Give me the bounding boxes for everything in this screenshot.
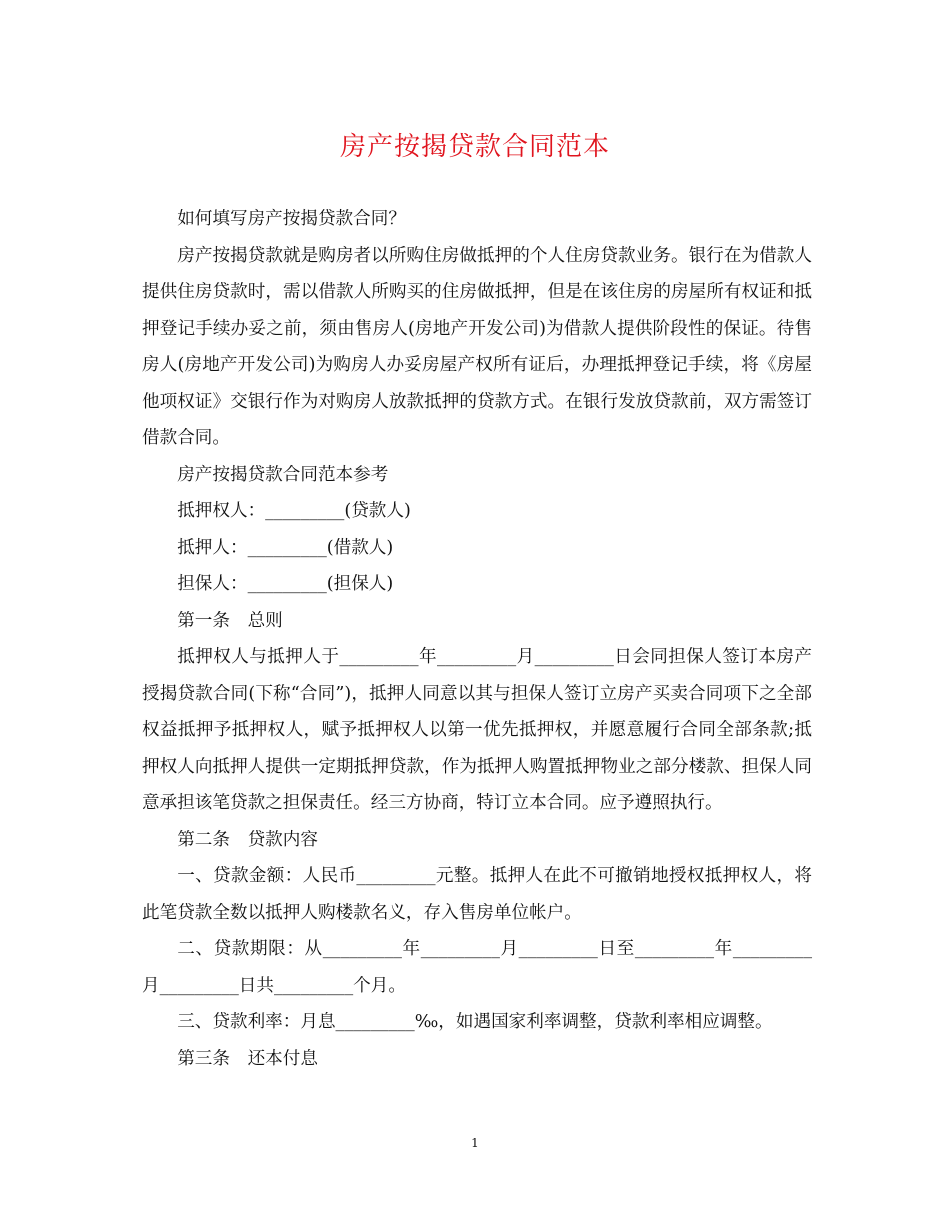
article-2-heading: 第二条 贷款内容 — [177, 829, 318, 850]
guarantor-line: 担保人：_________(担保人) — [177, 574, 394, 594]
document-body — [142, 201, 812, 1077]
loan-term-clause: 二、贷款期限：从_________年_________月_________日至_________年_________月_________日共_________个月。 — [142, 939, 812, 996]
paragraph-how-to-fill: 如何填写房产按揭贷款合同？ — [177, 209, 406, 229]
paragraph-reference-heading: 房产按揭贷款合同范本参考 — [177, 464, 389, 485]
article-3-heading: 第三条 还本付息 — [177, 1048, 318, 1069]
document-title: 房产按揭贷款合同范本 — [339, 132, 610, 162]
mortgagor-line: 抵押人：_________(借款人) — [177, 537, 394, 558]
paragraph-introduction: 房产按揭贷款就是购房者以所购住房做抵押的个人住房贷款业务。银行在为借款人提供住房贷款时，需以借款人所购买的住房做抵押，但是在该住房的房屋所有权证和抵押登记手续办妥之前，须由售房人(房地产开发公司)为借款人提供阶段性的保证。待售房人(房地产开发公司)为购房人办妥房屋产权所有证后，办理抵押登记手续，将《房屋他项权证》交银行作为对购房人放款抵押的贷款方式。在银行发放贷款前，双方需签订借款合同。 — [142, 245, 812, 448]
page-number: 1 — [471, 1136, 479, 1150]
article-1-heading: 第一条 总则 — [177, 610, 283, 631]
article-1-text: 抵押权人与抵押人于_________年_________月_________日会同担保人签订本房产授揭贷款合同(下称“合同”)，抵押人同意以其与担保人签订立房产买卖合同项下之全部权益抵押予抵押权人，赋予抵押权人以第一优先抵押权，并愿意履行合同全部条款;抵押权人向抵押人提供一定期抵押贷款，作为抵押人购置抵押物业之部分楼款、担保人同意承担该笔贷款之担保责任。经三方协商，特订立本合同。应予遵照执行。 — [142, 647, 812, 813]
mortgagee-line: 抵押权人：_________(贷款人) — [177, 501, 411, 521]
loan-interest-clause: 三、贷款利率：月息_________‰，如遇国家利率调整，贷款利率相应调整。 — [177, 1012, 773, 1032]
loan-amount-clause: 一、贷款金额：人民币_________元整。抵押人在此不可撤销地授权抵押权人，将此笔贷款全数以抵押人购楼款名义，存入售房单位帐户。 — [142, 866, 812, 923]
